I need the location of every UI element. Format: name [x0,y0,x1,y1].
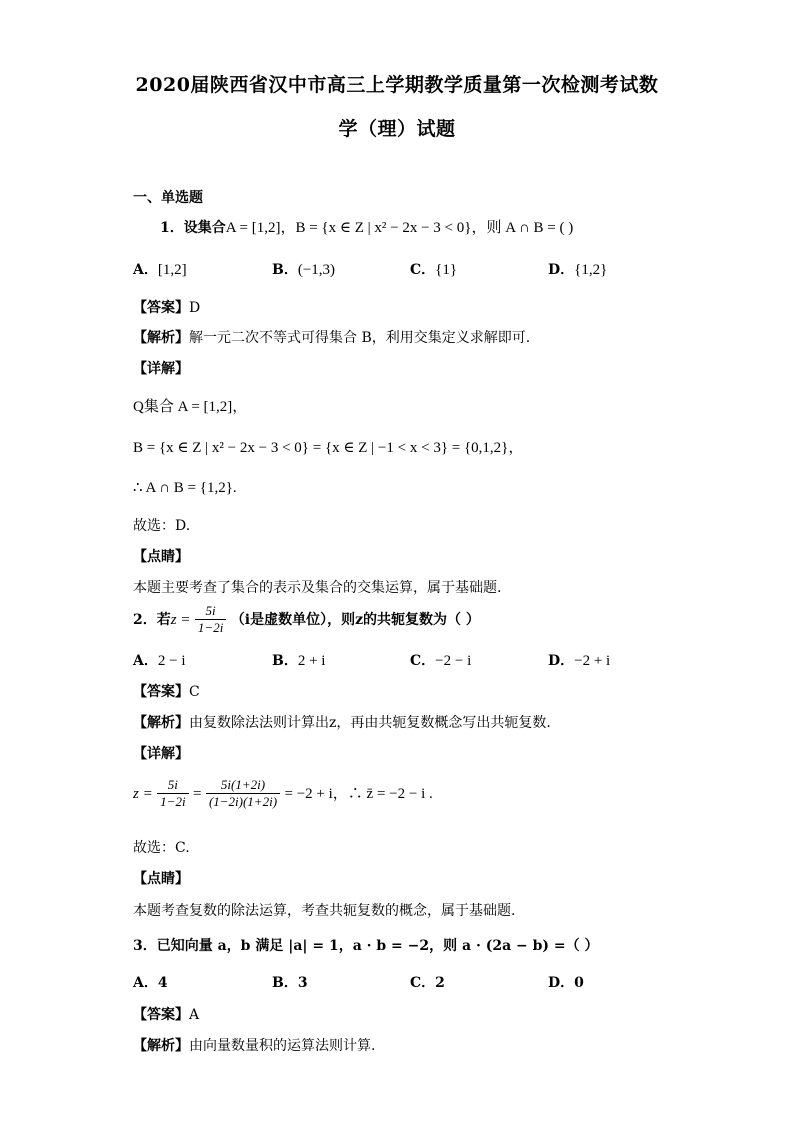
q3-option-b: B．3 [272,975,308,991]
q3-option-d: D．0 [548,975,584,991]
q1-analysis: 【解析】解一元二次不等式可得集合 B，利用交集定义求解即可. [133,330,531,346]
q2-answer: 【答案】C [133,684,200,700]
q3-analysis: 【解析】由向量数量积的运算法则计算. [133,1038,376,1054]
q1-option-b: B．(−1,3) [272,262,336,278]
q3-option-a: A．4 [133,975,168,991]
q1-detail-tag: 【详解】 [133,361,189,377]
q1-comment: 本题主要考查了集合的表示及集合的交集运算，属于基础题. [133,580,502,596]
q2-comment: 本题考查复数的除法运算，考查共轭复数的概念，属于基础题. [133,903,516,919]
q3-answer: 【答案】A [133,1007,200,1023]
q2-option-a: A．2 − i [133,653,186,669]
q3-option-c: C．2 [410,975,445,991]
q2-analysis: 【解析】由复数除法法则计算出z，再由共轭复数概念写出共轭复数. [133,715,551,731]
q2-choose: 故选：C. [133,840,190,856]
q1-detail-line-2: B = {x ∈ Z | x² − 2x − 3 < 0} = {x ∈ Z | −1 < x < 3} = {0,1,2}， [133,440,524,456]
q1-comment-tag: 【点睛】 [133,549,189,565]
q1-option-c: C．{1} [410,262,458,278]
q1-option-a: A．[1,2] [133,262,187,278]
title-line-2: 学（理）试题 [338,118,456,140]
q2-comment-tag: 【点睛】 [133,871,189,887]
q2-detail-fraction-1: $\frac{5i}{1-2i}$ [157,777,188,811]
q2-detail-equation: z = $\frac{5i}{1-2i}$ = $\frac{5i(1+2i)}{(1-2i)(1+2i)}$ = −2 + i，∴ z̄ = −2 − i . [133,777,433,810]
q1-number: 1．设集合 [160,220,226,236]
q1-detail-line-3: ∴ A ∩ B = {1,2}. [133,480,237,496]
q1-answer: 【答案】D [133,300,201,316]
q2-detail-fraction-2: $\frac{5i(1+2i)}{(1-2i)(1+2i)}$ [206,777,280,811]
q2-stem: 2．若z = $\frac{5i}{1-2i}$ （i是虚数单位），则z的共轭复数为（ ） [133,603,480,636]
q1-detail-line-1: Q集合 A = [1,2]， [133,399,248,415]
q2-option-d: D．−2 + i [548,653,611,669]
q2-option-c: C．−2 − i [410,653,472,669]
q1-stem [160,216,573,237]
section-heading: 一、单选题 [133,190,203,206]
q3-stem: 3．已知向量 a，b 满足 |a| = 1，a · b = −2，则 a · (2a − b) =（ ） [133,938,599,954]
q2-detail-tag: 【详解】 [133,746,189,762]
q1-stem-math: A = [1,2]，B = {x ∈ Z | x² − 2x − 3 < 0}，则 A ∩ B = ( ) [225,220,574,236]
q2-fraction: $\frac{5i}{1-2i}$ [195,603,226,637]
q1-choose: 故选：D. [133,518,191,534]
q2-option-b: B．2 + i [272,653,326,669]
title-line-1: 2020届陕西省汉中市高三上学期教学质量第一次检测考试数 [135,74,659,96]
q1-option-d: D．{1,2} [548,262,608,278]
